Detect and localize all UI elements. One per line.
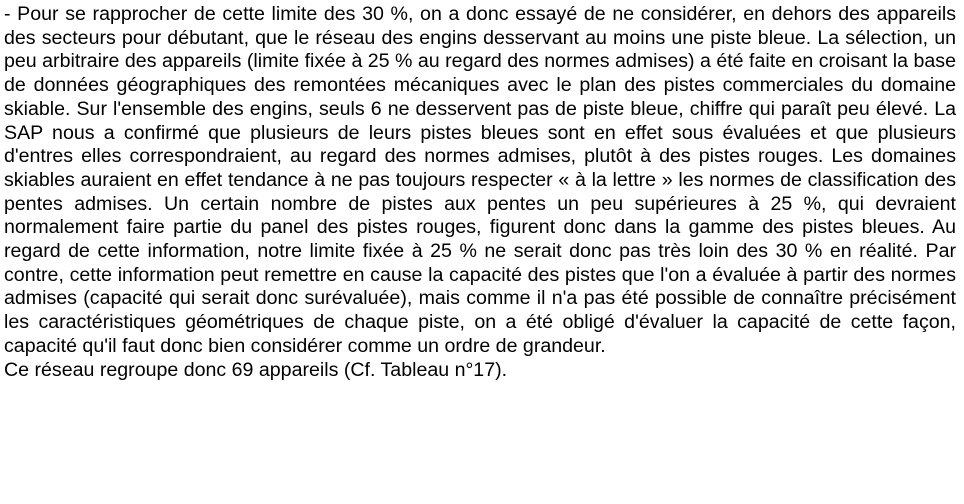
body-paragraph: - Pour se rapprocher de cette limite des 30 %, on a donc essayé de ne considérer, en dehors des appareils des secteurs pour débutant, que le réseau des engins desservant au moins une piste bleue. La sélection, un peu arbitraire des appareils (limite fixée à 25 % au regard des normes admises) a été faite en croisant la base de données géographiques des remontées mécaniques avec le plan des pistes commerciales du domaine skiable. Sur l'ensemble des engins, seuls 6 ne desservent pas de piste bleue, chiffre qui paraît peu élevé. La SAP nous a confirmé que plusieurs de leurs pistes bleues sont en effet sous évaluées et que plusieurs d'entres elles correspondraient, au regard des normes admises, plutôt à des pistes rouges. Les domaines skiables auraient en effet tendance à ne pas toujours respecter « à la lettre » les normes de classification des pentes admises. Un certain nombre de pistes aux pentes un peu supérieures à 25 %, qui devraient normalement faire partie du panel des pistes rouges, figurent donc dans la gamme des pistes bleues. Au regard de cette information, notre limite fixée à 25 % ne serait donc pas très loin des 30 % en réalité. Par contre, cette information peut remettre en cause la capacité des pistes que l'on a évaluée à partir des normes admises (capacité qui serait donc surévaluée), mais comme il n'a pas été possible de connaître précisément les caractéristiques géométriques de chaque piste, on a été obligé d'évaluer la capacité de cette façon, capacité qu'il faut donc bien considérer comme un ordre de grandeur.	[4, 3, 956, 357]
document-page	[4, 3, 956, 382]
closing-sentence: Ce réseau regroupe donc 69 appareils (Cf. Tableau n°17).	[4, 358, 508, 381]
